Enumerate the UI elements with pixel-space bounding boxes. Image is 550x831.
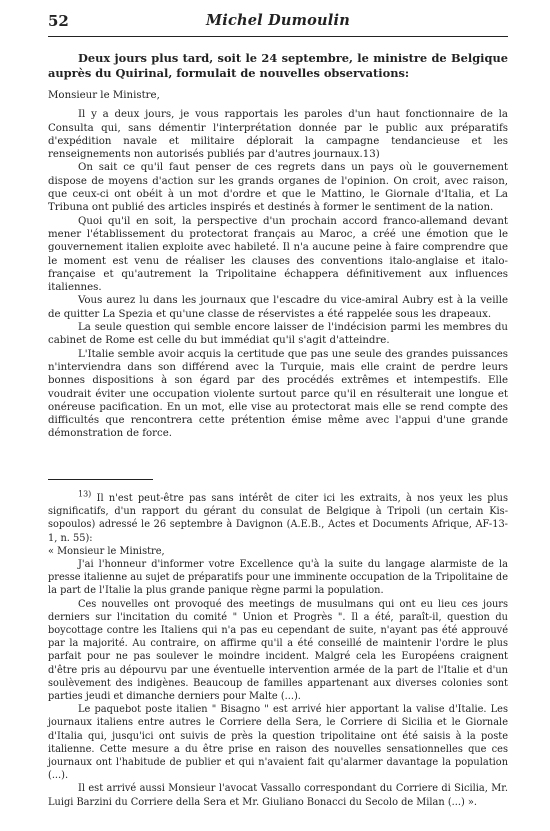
- main-text: [48, 51, 508, 441]
- body-paragraph: Quoi qu'il en soit, la perspective d'un prochain accord franco-allemand devant mener l'établissement du protectorat français au Maroc, a créé une émotion que le gouvernement italien exploite avec habileté. Il n'a aucune peine à faire comprendre que le moment est venu de réaliser les clauses des conventions italo-anglaise et italo-française et qu'autrement la Tripolitaine échappera définitivement aux influences italiennes.: [48, 215, 508, 294]
- body-paragraph: La seule question qui semble encore laisser de l'indécision parmi les membres du cabinet de Rome est celle du but immédiat qu'il s'agit d'atteindre.: [48, 322, 508, 347]
- footnote-rule: [48, 479, 153, 480]
- page-header: [48, 12, 508, 34]
- page-number: 52: [48, 12, 69, 30]
- footnote-text: Il n'est peut-être pas sans intérêt de citer ici les extraits, à nos yeux les plus significatifs, d'un rapport du gérant du consulat de Belgique à Tripoli (un certain Kis-sopoulos) adressé le 26 septembre à Davignon (A.E.B., Actes et Documents Afrique, AF-13-1, n. 55):: [48, 493, 508, 544]
- intro-paragraph: Deux jours plus tard, soit le 24 septembre, le ministre de Belgique auprès du Quirinal, formulait de nouvelles observations:: [48, 51, 508, 80]
- footnote-paragraph: J'ai l'honneur d'informer votre Excellence qu'à la suite du langage alarmiste de la presse italienne au sujet de préparatifs pour une imminente occupation de la Tripolitaine de la part de l'Italie la plus grande panique règne parmi la population.: [48, 559, 508, 597]
- body-paragraph: Vous aurez lu dans les journaux que l'escadre du vice-amiral Aubry est à la veille de quitter La Spezia et qu'une classe de réservistes a été rappelée sous les drapeaux.: [48, 295, 508, 320]
- footnote-paragraph: [48, 489, 508, 545]
- salutation: Monsieur le Ministre,: [48, 90, 160, 101]
- footnote-paragraph: Ces nouvelles ont provoqué des meetings de musulmans qui ont eu lieu ces jours derniers sur l'incitation du comité " Union et Progrès ". Il a été, paraît-il, question du boycottage contre les Italiens qui n'a pas eu cependant de suite, n'ayant pas été approuvé par la majorité. Au contraire, on affirme qu'il a été conseillé de maintenir l'ordre le plus parfait pour ne pas soulever le moindre incident. Malgré cela les Européens craignent d'être pris au dépourvu par une éventuelle intervention armée de la part de l'Italie et d'un soulèvement des indigènes. Beaucoup de familles appartenant aux diverses colonies sont parties jeudi et dimanche derniers pour Malte (...).: [48, 598, 508, 703]
- body-paragraph: On sait ce qu'il faut penser de ces regrets dans un pays où le gouvernement dispose de moyens d'action sur les grands organes de l'opinion. On croit, avec raison, que ceux-ci ont obéit à un mot d'ordre et que le Mattino, le Giornale d'Italia, et La Tribuna ont publié des articles inspirés et destinés à former le sentiment de la nation.: [48, 162, 508, 214]
- footnote-paragraph: Il est arrivé aussi Monsieur l'avocat Vassallo correspondant du Corriere di Sicilia, Mr. Luigi Barzini du Corriere della Sera et Mr. Giuliano Bonacci du Secolo de Milan (...) ».: [48, 783, 508, 808]
- header-rule: [48, 36, 508, 37]
- footnote-paragraph: Le paquebot poste italien " Bisagno " est arrivé hier apportant la valise d'Italie. Les journaux italiens entre autres le Corriere della Sera, le Corriere di Sicilia et le Giornale d'Italia qui, jusqu'ici ont suivis de près la question tripolitaine ont été saisis à la poste italienne. Cette mesure a du être prise en raison des nouvelles sensationnelles que ces journaux ont l'habitude de publier et qui n'avaient fait qu'alarmer davantage la population (...).: [48, 704, 508, 782]
- body-paragraph: L'Italie semble avoir acquis la certitude que pas une seule des grandes puissances n'interviendra dans son différend avec la Turquie, mais elle craint de perdre leurs bonnes dispositions à son égard par des procédés extrêmes et intempestifs. Elle voudrait éviter une occupation violente surtout parce qu'il en résulterait une longue et onéreuse pacification. En un mot, elle vise au protectorat mais elle se rend compte des difficultés que rencontrera cette prétention émise même avec l'appui d'une grande démonstration de force.: [48, 348, 508, 440]
- running-title: Michel Dumoulin: [206, 12, 350, 29]
- footnote-salutation: « Monsieur le Ministre,: [48, 545, 165, 557]
- footnote-number: 13): [78, 489, 92, 499]
- body-paragraph: Il y a deux jours, je vous rapportais les paroles d'un haut fonctionnaire de la Consulta qui, sans démentir l'interprétation donnée par le public aux préparatifs d'expédition navale et militaire déplorait la campagne tendancieuse et les renseignements non autorisés publiés par d'autres journaux.13): [48, 109, 508, 161]
- footnotes: [48, 489, 508, 809]
